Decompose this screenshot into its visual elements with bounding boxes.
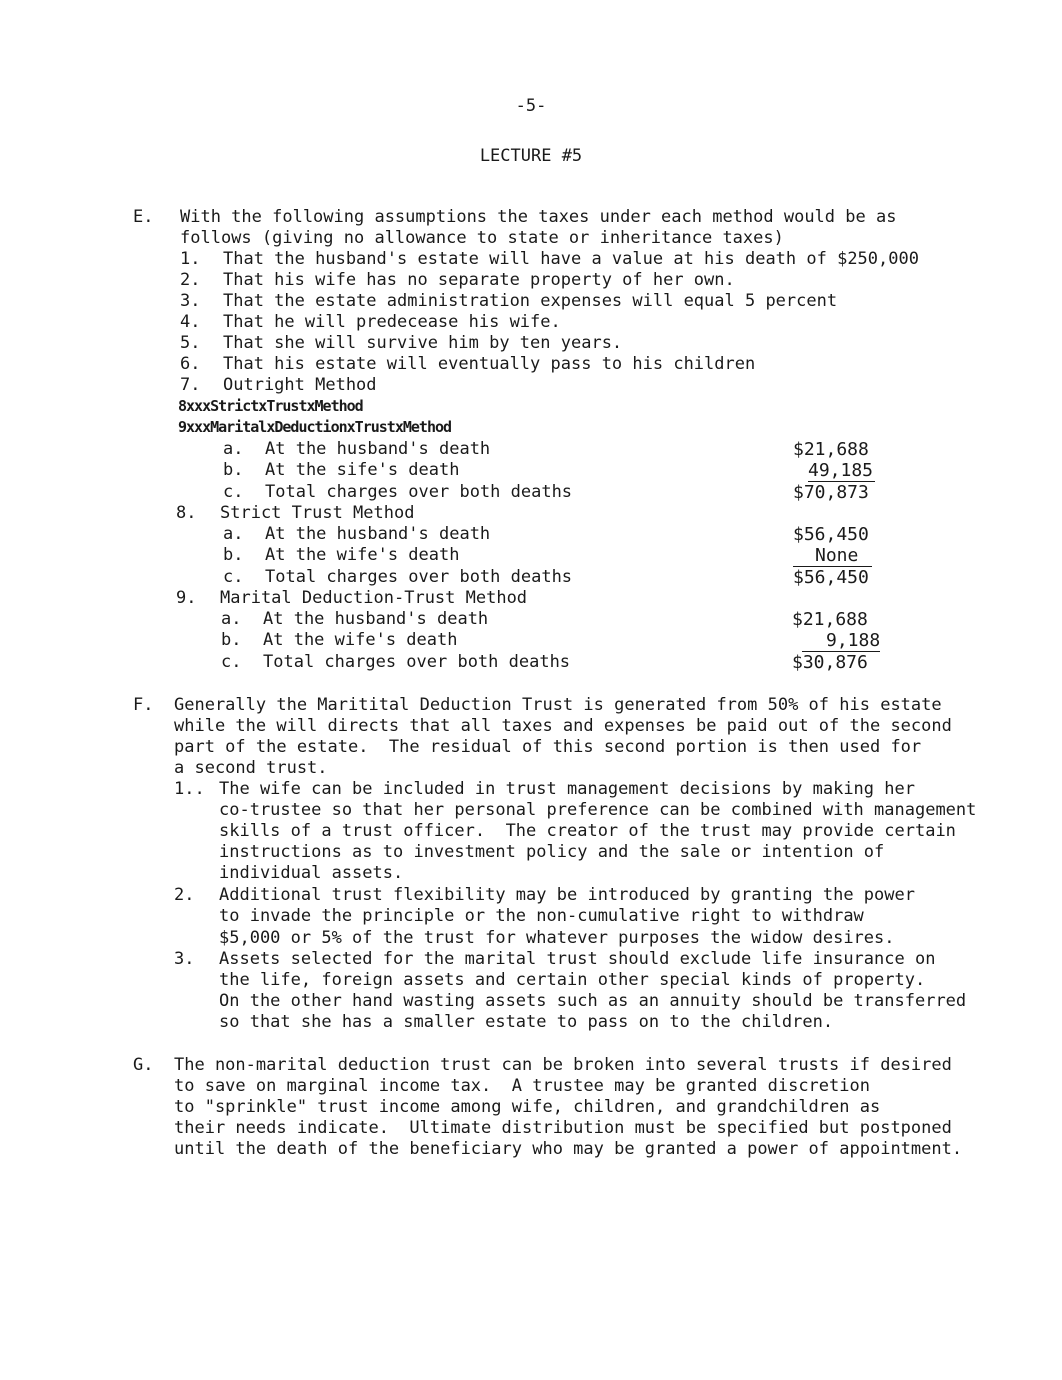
strict-row-b-text: At the wife's death (265, 545, 460, 565)
strict-row-c-label: c. (223, 567, 244, 587)
assumption-text-5: That she will survive him by ten years. (223, 333, 623, 353)
f-item1-line-3: skills of a trust officer. The creator of the trust may provide certain (219, 821, 956, 841)
outright-row-c-label: c. (223, 482, 244, 502)
strict-row-b-amount: None (793, 545, 872, 567)
f-item3-line-1: Assets selected for the marital trust should exclude life insurance on (219, 949, 936, 969)
strict-row-a-label: a. (223, 524, 244, 544)
section-g-line-2: to save on marginal income tax. A trustee may be granted discretion (174, 1076, 870, 1096)
marital-row-a-label: a. (221, 609, 242, 629)
f-item2-num: 2. (174, 885, 195, 905)
strict-row-b-label: b. (223, 545, 244, 565)
f-item2-line-3: $5,000 or 5% of the trust for whatever purposes the widow desires. (219, 928, 895, 948)
assumption-num-6: 6. (180, 354, 201, 374)
outright-row-b-amount: 49,185 (808, 460, 874, 481)
f-item1-line-5: individual assets. (219, 863, 404, 883)
lecture-title: LECTURE #5 (479, 146, 583, 166)
marital-row-a-amount: $21,688 (792, 609, 868, 630)
marital-title: Marital Deduction-Trust Method (220, 588, 528, 608)
assumption-text-1: That the husband's estate will have a value at his death of $250,000 (223, 249, 919, 269)
strict-row-a-text: At the husband's death (265, 524, 491, 544)
strict-row-c-amount: $56,450 (793, 567, 869, 588)
strict-row-a-amount: $56,450 (793, 524, 869, 545)
marital-row-b-label: b. (221, 630, 242, 650)
f-item3-num: 3. (174, 949, 195, 969)
f-item2-line-2: to invade the principle or the non-cumulative right to withdraw (219, 906, 864, 926)
f-item1-line-4: instructions as to investment policy and the sale or intention of (219, 842, 885, 862)
section-f-letter: F. (133, 695, 154, 715)
section-g-line-5: until the death of the beneficiary who may be granted a power of appointment. (174, 1139, 963, 1159)
strict-title: Strict Trust Method (220, 503, 415, 523)
f-item1-line-1: The wife can be included in trust management decisions by making her (219, 779, 915, 799)
section-g-line-4: their needs indicate. Ultimate distribution must be specified but postponed (174, 1118, 952, 1138)
f-item3-line-4: so that she has a smaller estate to pass on to the children. (219, 1012, 834, 1032)
assumption-num-2: 2. (180, 270, 201, 290)
outright-row-b-text: At the sife's death (265, 460, 460, 480)
section-g-line-3: to "sprinkle" trust income among wife, children, and grandchildren as (174, 1097, 881, 1117)
f-item1-num: 1.. (174, 779, 205, 799)
section-f-intro-line-1: Generally the Maritital Deduction Trust is generated from 50% of his estate (174, 695, 942, 715)
struck-line-1: 8xxxStrictxTrustxMethod (178, 397, 363, 415)
assumption-num-1: 1. (180, 249, 201, 269)
assumption-num-3: 3. (180, 291, 201, 311)
marital-row-c-label: c. (221, 652, 242, 672)
f-item1-line-2: co-trustee so that her personal preference can be combined with management (219, 800, 977, 820)
outright-row-b-label: b. (223, 460, 244, 480)
outright-row-a-text: At the husband's death (265, 439, 491, 459)
outright-row-a-amount: $21,688 (793, 439, 869, 460)
section-f-intro-line-2: while the will directs that all taxes and expenses be paid out of the second (174, 716, 952, 736)
marital-num: 9. (176, 588, 197, 608)
section-g-line-1: The non-marital deduction trust can be broken into several trusts if desired (174, 1055, 952, 1075)
assumption-num-7: 7. (180, 375, 201, 395)
assumption-text-7: Outright Method (223, 375, 377, 395)
section-f-intro-line-4: a second trust. (174, 758, 328, 778)
outright-row-a-label: a. (223, 439, 244, 459)
struck-line-2: 9xxxMaritalxDeductionxTrustxMethod (178, 418, 452, 436)
marital-row-b-text: At the wife's death (263, 630, 458, 650)
assumption-text-3: That the estate administration expenses will equal 5 percent (223, 291, 838, 311)
marital-row-c-text: Total charges over both deaths (263, 652, 571, 672)
strict-num: 8. (176, 503, 197, 523)
section-e-intro-line-2: follows (giving no allowance to state or inheritance taxes) (180, 228, 784, 248)
assumption-text-6: That his estate will eventually pass to his children (223, 354, 756, 374)
f-item3-line-2: the life, foreign assets and certain other special kinds of property. (219, 970, 926, 990)
section-f-intro-line-3: part of the estate. The residual of this second portion is then used for (174, 737, 922, 757)
section-e-intro-line-1: With the following assumptions the taxes under each method would be as (180, 207, 897, 227)
page-number: -5- (515, 96, 547, 116)
outright-row-c-amount: $70,873 (793, 482, 869, 503)
marital-row-b-amount: 9,188 (802, 630, 880, 652)
section-g-letter: G. (133, 1055, 154, 1075)
assumption-text-2: That his wife has no separate property of her own. (223, 270, 735, 290)
f-item3-line-3: On the other hand wasting assets such as an annuity should be transferred (219, 991, 967, 1011)
strict-row-c-text: Total charges over both deaths (265, 567, 573, 587)
outright-row-c-text: Total charges over both deaths (265, 482, 573, 502)
marital-row-a-text: At the husband's death (263, 609, 489, 629)
marital-row-c-amount: $30,876 (792, 652, 868, 673)
assumption-text-4: That he will predecease his wife. (223, 312, 561, 332)
assumption-num-4: 4. (180, 312, 201, 332)
f-item2-line-1: Additional trust flexibility may be introduced by granting the power (219, 885, 915, 905)
assumption-num-5: 5. (180, 333, 201, 353)
section-e-letter: E. (133, 207, 154, 227)
